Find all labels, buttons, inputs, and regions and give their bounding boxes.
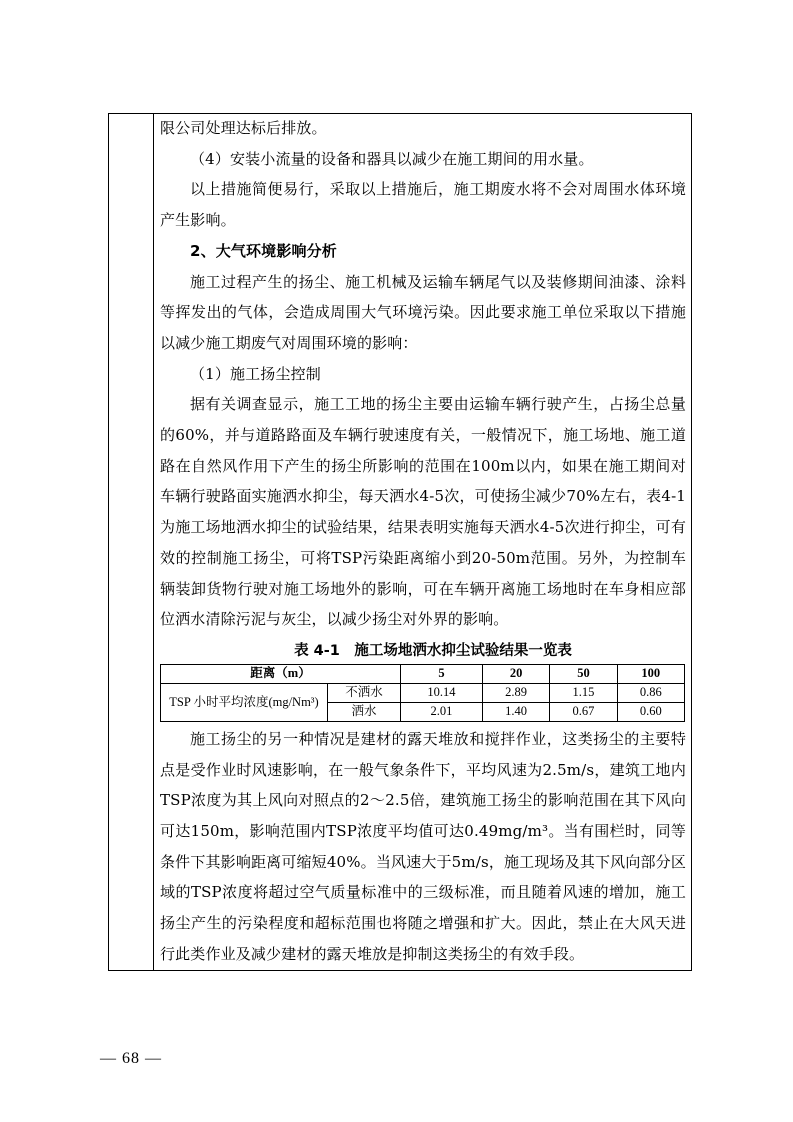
paragraph-stockpile-dust: 施工扬尘的另一种情况是建材的露天堆放和搅拌作业，这类扬尘的主要特点是受作业时风速影响，在一般气象条件下，平均风速为2.5m/s，建筑工地内TSP浓度为其上风向对照点的2～2.5倍，建筑施工扬尘的影响范围在其下风向可达150m，影响范围内TSP浓度平均值可达0.49mg/m³。当有围栏时，同等条件下其影响距离可缩短40%。当风速大于5m/s，施工现场及其下风向部分区域的TSP浓度将超过空气质量标准中的三级标准，而且随着风速的增加，施工扬尘产生的污染程度和超标范围也将随之增强和扩大。因此，禁止在大风天进行此类作业及减少建材的露天堆放是抑制这类扬尘的有效手段。 bbox=[160, 729, 686, 963]
value-cell: 10.14 bbox=[401, 683, 483, 702]
paragraph-discharge: 限公司处理达标后排放。 bbox=[160, 119, 327, 137]
value-cell: 1.15 bbox=[550, 683, 617, 702]
value-cell: 0.60 bbox=[617, 702, 684, 721]
table-caption: 表 4-1 施工场地洒水抑尘试验结果一览表 bbox=[294, 642, 572, 659]
value-cell: 0.67 bbox=[550, 702, 617, 721]
value-cell: 1.40 bbox=[482, 702, 549, 721]
paragraph-dust-control: 据有关调查显示，施工工地的扬尘主要由运输车辆行驶产生，占扬尘总量的60%，并与道路路面及车辆行驶速度有关，一般情况下，施工场地、施工道路在自然风作用下产生的扬尘所影响的范围在100m以内，如果在施工期间对车辆行驶路面实施洒水抑尘，每天洒水4-5次，可使扬尘减少70%左右，表4-1为施工场地洒水抑尘的试验结果，结果表明实施每天洒水4-5次进行抑尘，可有效的控制施工扬尘，可将TSP污染距离缩小到20-50m范围。另外，为控制车辆装卸货物行驶对施工场地外的影响，可在车辆开离施工场地时在车身相应部位洒水清除污泥与灰尘，以减少扬尘对外界的影响。 bbox=[160, 395, 686, 629]
header-distance-cell: 20 bbox=[482, 664, 549, 683]
page-number: — 68 — bbox=[100, 1050, 162, 1067]
paragraph-water-saving: （4）安装小流量的设备和器具以减少在施工期间的用水量。 bbox=[190, 149, 594, 168]
section-heading: 2、大气环境影响分析 bbox=[190, 241, 337, 260]
paragraph-air-impact: 施工过程产生的扬尘、施工机械及运输车辆尾气以及装修期间油漆、涂料等挥发出的气体，会造成周围大气环境污染。因此要求施工单位采取以下措施以减少施工期废气对周围环境的影响： bbox=[160, 272, 686, 352]
paragraph-water-conclusion: 以上措施简便易行，采取以上措施后，施工期废水将不会对周围水体环境产生影响。 bbox=[160, 180, 686, 230]
subheading-dust-control: （1）施工扬尘控制 bbox=[190, 364, 321, 383]
header-distance-cell: 100 bbox=[617, 664, 684, 683]
header-distance-cell: 5 bbox=[401, 664, 483, 683]
value-cell: 0.86 bbox=[617, 683, 684, 702]
value-cell: 2.01 bbox=[401, 702, 483, 721]
table-header-row bbox=[161, 664, 685, 683]
header-distance-cell: 50 bbox=[550, 664, 617, 683]
condition-cell: 洒水 bbox=[328, 702, 401, 721]
frame-divider bbox=[153, 114, 154, 970]
value-cell: 2.89 bbox=[482, 683, 549, 702]
header-distance-label: 距离（m） bbox=[161, 664, 401, 683]
row-label-tsp: TSP 小时平均浓度(mg/Nm³) bbox=[161, 683, 328, 721]
dust-suppression-table bbox=[160, 664, 685, 722]
main-content bbox=[160, 113, 686, 970]
condition-cell: 不洒水 bbox=[328, 683, 401, 702]
table-row bbox=[161, 683, 685, 702]
